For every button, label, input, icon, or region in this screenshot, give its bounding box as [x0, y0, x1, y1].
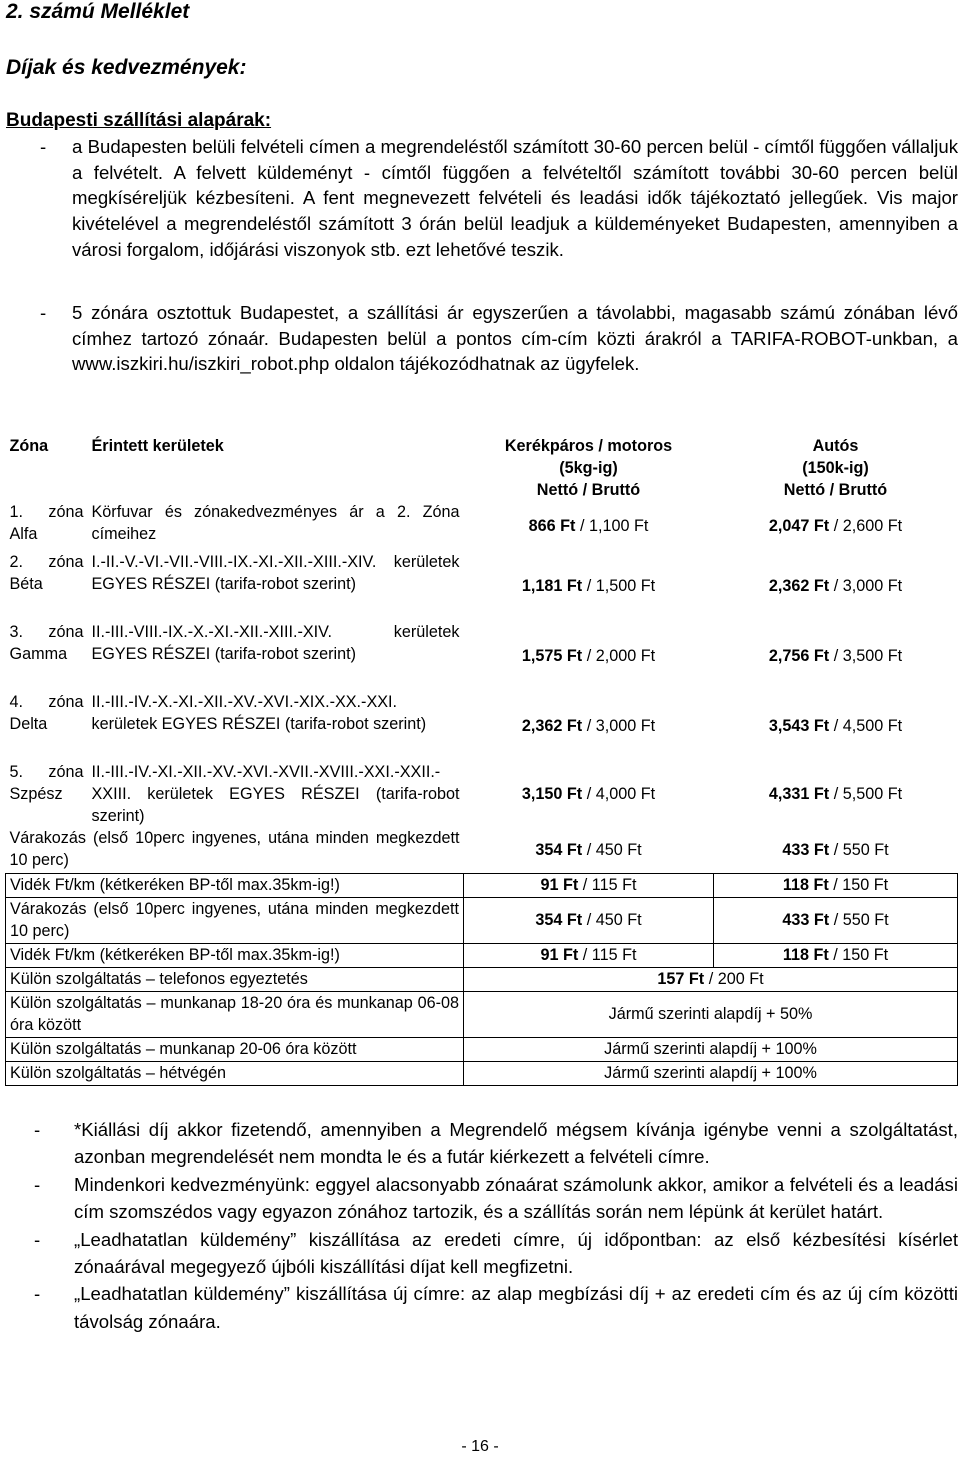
bike-gross: / 450 Ft: [582, 911, 642, 929]
zone-districts: II.-III.-VIII.-IX.-X.-XI.-XII.-XIII.-XIV. kerületek EGYES RÉSZEI (tarifa-robot szerint): [91, 623, 460, 663]
note-text: Mindenkori kedvezményünk: eggyel alacsonyabb zónaárat számolunk akkor, amikor a felvételi és a leadási cím szomszédos vagy egyazon zónához tartozik, és a szállítás során nem lépünk át kerület határt.: [74, 1173, 958, 1223]
bike-net: 1,575 Ft: [521, 647, 583, 665]
bullet-text: 5 zónára osztottuk Budapestet, a szállítási ár egyszerűen a távolabbi, magasabb számú zónában lévő címhez tartozó zónaár. Budapesten belül a pontos cím-cím közti árakról a TARIFA-ROBOT-unkban, a www.iszkiri.hu/iszkiri_robot.php oldalon tájékozódhatnak az ügyfelek.: [72, 302, 958, 375]
car-net: 118 Ft: [782, 876, 829, 894]
car-gross: / 3,500 Ft: [829, 647, 903, 665]
bike-price: [464, 691, 714, 761]
extra-row: [6, 827, 958, 873]
car-net: 433 Ft: [782, 840, 830, 859]
car-gross: / 4,500 Ft: [829, 717, 903, 735]
bullet-dash: -: [40, 136, 47, 157]
bike-price: [464, 621, 714, 691]
bike-net: 1,181 Ft: [521, 577, 583, 595]
note-text: „Leadhatatlan küldemény” kiszállítása az eredeti címre, új időpontban: az első kézbesítési kísérlet zónaárával megegyező újbóli kiszállítási díjat kell megfizetni.: [74, 1228, 958, 1278]
extra-label: Várakozás (első 10perc ingyenes, utána minden megkezdett 10 perc): [9, 829, 460, 869]
header-bike-line: Nettó / Bruttó: [536, 481, 641, 499]
bike-net: 866 Ft: [528, 517, 576, 535]
fee-table: [5, 435, 958, 1086]
car-price: [714, 501, 958, 551]
bike-price: [464, 501, 714, 551]
car-price: [714, 551, 958, 621]
car-gross: / 550 Ft: [829, 911, 889, 929]
notes-list: [34, 1116, 958, 1335]
bike-price: [464, 761, 714, 827]
note-item: [34, 1226, 958, 1281]
zone-name: 3. zóna Gamma: [9, 623, 84, 663]
bike-price: [464, 943, 714, 967]
bullet-dash: -: [40, 302, 47, 323]
car-gross: / 150 Ft: [828, 946, 889, 964]
header-bike: [464, 435, 714, 501]
bike-net: 354 Ft: [535, 840, 583, 859]
special-value: Jármű szerinti alapdíj + 100%: [464, 1037, 958, 1061]
bike-gross: / 2,000 Ft: [582, 647, 656, 665]
car-price: [714, 691, 958, 761]
special-row: [6, 967, 958, 991]
car-gross: / 150 Ft: [828, 876, 889, 894]
zone-name: 1. zóna Alfa: [9, 503, 84, 543]
zone-districts: I.-II.-V.-VI.-VII.-VIII.-IX.-XI.-XII.-XIII.-XIV. kerületek EGYES RÉSZEI (tarifa-robot szerint): [91, 553, 460, 593]
car-net: 2,362 Ft: [768, 577, 830, 595]
car-gross: / 2,600 Ft: [829, 517, 903, 535]
bike-gross: / 3,000 Ft: [582, 717, 656, 735]
note-dash: -: [34, 1228, 41, 1250]
bike-price: [464, 827, 714, 873]
zone-name: 4. zóna Delta: [9, 693, 84, 733]
car-net: 3,543 Ft: [768, 717, 830, 735]
note-dash: -: [34, 1119, 41, 1140]
header-bike-line: (5kg-ig): [559, 459, 618, 477]
zone-name: 2. zóna Béta: [9, 553, 84, 593]
bike-gross: / 1,100 Ft: [575, 517, 649, 535]
car-price: [714, 761, 958, 827]
special-row: [6, 1061, 958, 1085]
note-item: [34, 1280, 958, 1335]
header-car-line: (150k-ig): [802, 459, 869, 477]
car-price: [714, 873, 958, 897]
bike-gross: / 1,500 Ft: [582, 577, 656, 595]
bike-price: [464, 897, 714, 943]
zone-districts: II.-III.-IV.-X.-XI.-XII.-XV.-XVI.-XIX.-XX.-XXI. kerületek EGYES RÉSZEI (tarifa-robot szerint): [91, 693, 427, 733]
header-bike-line: Kerékpáros / motoros: [504, 437, 673, 455]
bullet-item-1: [6, 134, 958, 263]
table-header-row: [6, 435, 958, 501]
car-net: 2,047 Ft: [768, 517, 830, 535]
zone-row: [6, 501, 958, 551]
bike-gross: / 115 Ft: [578, 876, 637, 894]
bike-net: 91 Ft: [540, 946, 579, 964]
bullet-text: a Budapesten belüli felvételi címen a megrendeléstől számított 30-60 percen belül - címtől függően vállaljuk a felvételt. A felvett küldeményt - címtől függően a felvételtől számított további 30-60 percen belül megkíséreljük kézbesíteni. A fent megnevezett felvételi és leadási idők tájékoztató jellegűek. Vis major kivételével a megrendeléstől számított 3 órán belül leadjuk a küldeményeket Budapesten, amennyiben a városi forgalom, időjárási viszonyok stb. ezt lehetővé teszik.: [72, 136, 958, 260]
special-label: Külön szolgáltatás – munkanap 18-20 óra és munkanap 06-08 óra között: [6, 991, 464, 1037]
car-net: 2,756 Ft: [768, 647, 830, 665]
zone-row: [6, 691, 958, 761]
car-gross: / 5,500 Ft: [829, 785, 903, 803]
note-text: *Kiállási díj akkor fizetendő, amennyiben a Megrendelő mégsem kívánja igénybe venni a szolgáltatást, azonban megrendelését nem mondta le és a futár kiérkezett a felvételi címre.: [74, 1119, 958, 1168]
special-gross: / 200 Ft: [704, 970, 764, 988]
car-price: [714, 897, 958, 943]
bike-net: 354 Ft: [535, 911, 583, 929]
bike-price: [464, 873, 714, 897]
note-text: „Leadhatatlan küldemény” kiszállítása új címre: az alap megbízási díj + az eredeti cím és az új cím közötti távolság zónaára.: [74, 1283, 958, 1332]
car-net: 433 Ft: [782, 911, 830, 929]
page-heading: Díjak és kedvezmények:: [6, 56, 247, 79]
zone-row: [6, 761, 958, 827]
note-dash: -: [34, 1283, 41, 1305]
section-title: Budapesti szállítási alapárak:: [6, 110, 272, 131]
special-row: [6, 991, 958, 1037]
car-gross: / 550 Ft: [829, 840, 889, 859]
car-price: [714, 621, 958, 691]
note-item: [34, 1116, 958, 1171]
bike-gross: / 4,000 Ft: [582, 785, 656, 803]
header-zone: Zóna: [9, 437, 49, 455]
annex-title: 2. számú Melléklet: [6, 0, 190, 23]
bike-gross: / 115 Ft: [578, 946, 637, 964]
special-label: Külön szolgáltatás – hétvégén: [6, 1061, 464, 1085]
extra-row: [6, 873, 958, 897]
car-net: 118 Ft: [782, 946, 829, 964]
car-price: [714, 827, 958, 873]
car-gross: / 3,000 Ft: [829, 577, 903, 595]
special-value: Jármű szerinti alapdíj + 50%: [464, 991, 958, 1037]
zone-name: 5. zóna Szpész: [9, 763, 84, 803]
note-dash: -: [34, 1173, 41, 1195]
bike-gross: / 450 Ft: [582, 840, 642, 859]
car-net: 4,331 Ft: [768, 785, 830, 803]
special-label: Külön szolgáltatás – munkanap 20-06 óra között: [6, 1037, 464, 1061]
extra-label: Vidék Ft/km (kétkeréken BP-től max.35km-ig!): [6, 943, 464, 967]
header-car: [714, 435, 958, 501]
special-net: 157 Ft: [657, 970, 705, 988]
bike-net: 91 Ft: [540, 876, 579, 894]
special-row: [6, 1037, 958, 1061]
header-districts: Érintett kerületek: [91, 437, 224, 455]
header-car-line: Nettó / Bruttó: [783, 481, 888, 499]
special-value: Jármű szerinti alapdíj + 100%: [464, 1061, 958, 1085]
zone-row: [6, 551, 958, 621]
bullet-item-2: [6, 300, 958, 377]
extra-row: [6, 943, 958, 967]
special-price: [464, 967, 958, 991]
extra-label: Várakozás (első 10perc ingyenes, utána minden megkezdett 10 perc): [6, 897, 464, 943]
car-price: [714, 943, 958, 967]
extra-label: Vidék Ft/km (kétkeréken BP-től max.35km-ig!): [6, 873, 464, 897]
bike-net: 3,150 Ft: [521, 785, 583, 803]
note-item: [34, 1171, 958, 1226]
page-number: - 16 -: [461, 1438, 499, 1455]
bike-net: 2,362 Ft: [521, 717, 583, 735]
header-car-line: Autós: [812, 437, 859, 455]
extra-row: [6, 897, 958, 943]
zone-districts: Körfuvar és zónakedvezményes ár a 2. Zóna címeihez: [91, 503, 460, 543]
zone-districts: II.-III.-IV.-XI.-XII.-XV.-XVI.-XVII.-XVIII.-XXI.-XXII.-XXIII. kerületek EGYES RÉSZEI (tarifa-robot szerint): [91, 763, 460, 825]
zone-row: [6, 621, 958, 691]
special-label: Külön szolgáltatás – telefonos egyeztetés: [6, 967, 464, 991]
bike-price: [464, 551, 714, 621]
